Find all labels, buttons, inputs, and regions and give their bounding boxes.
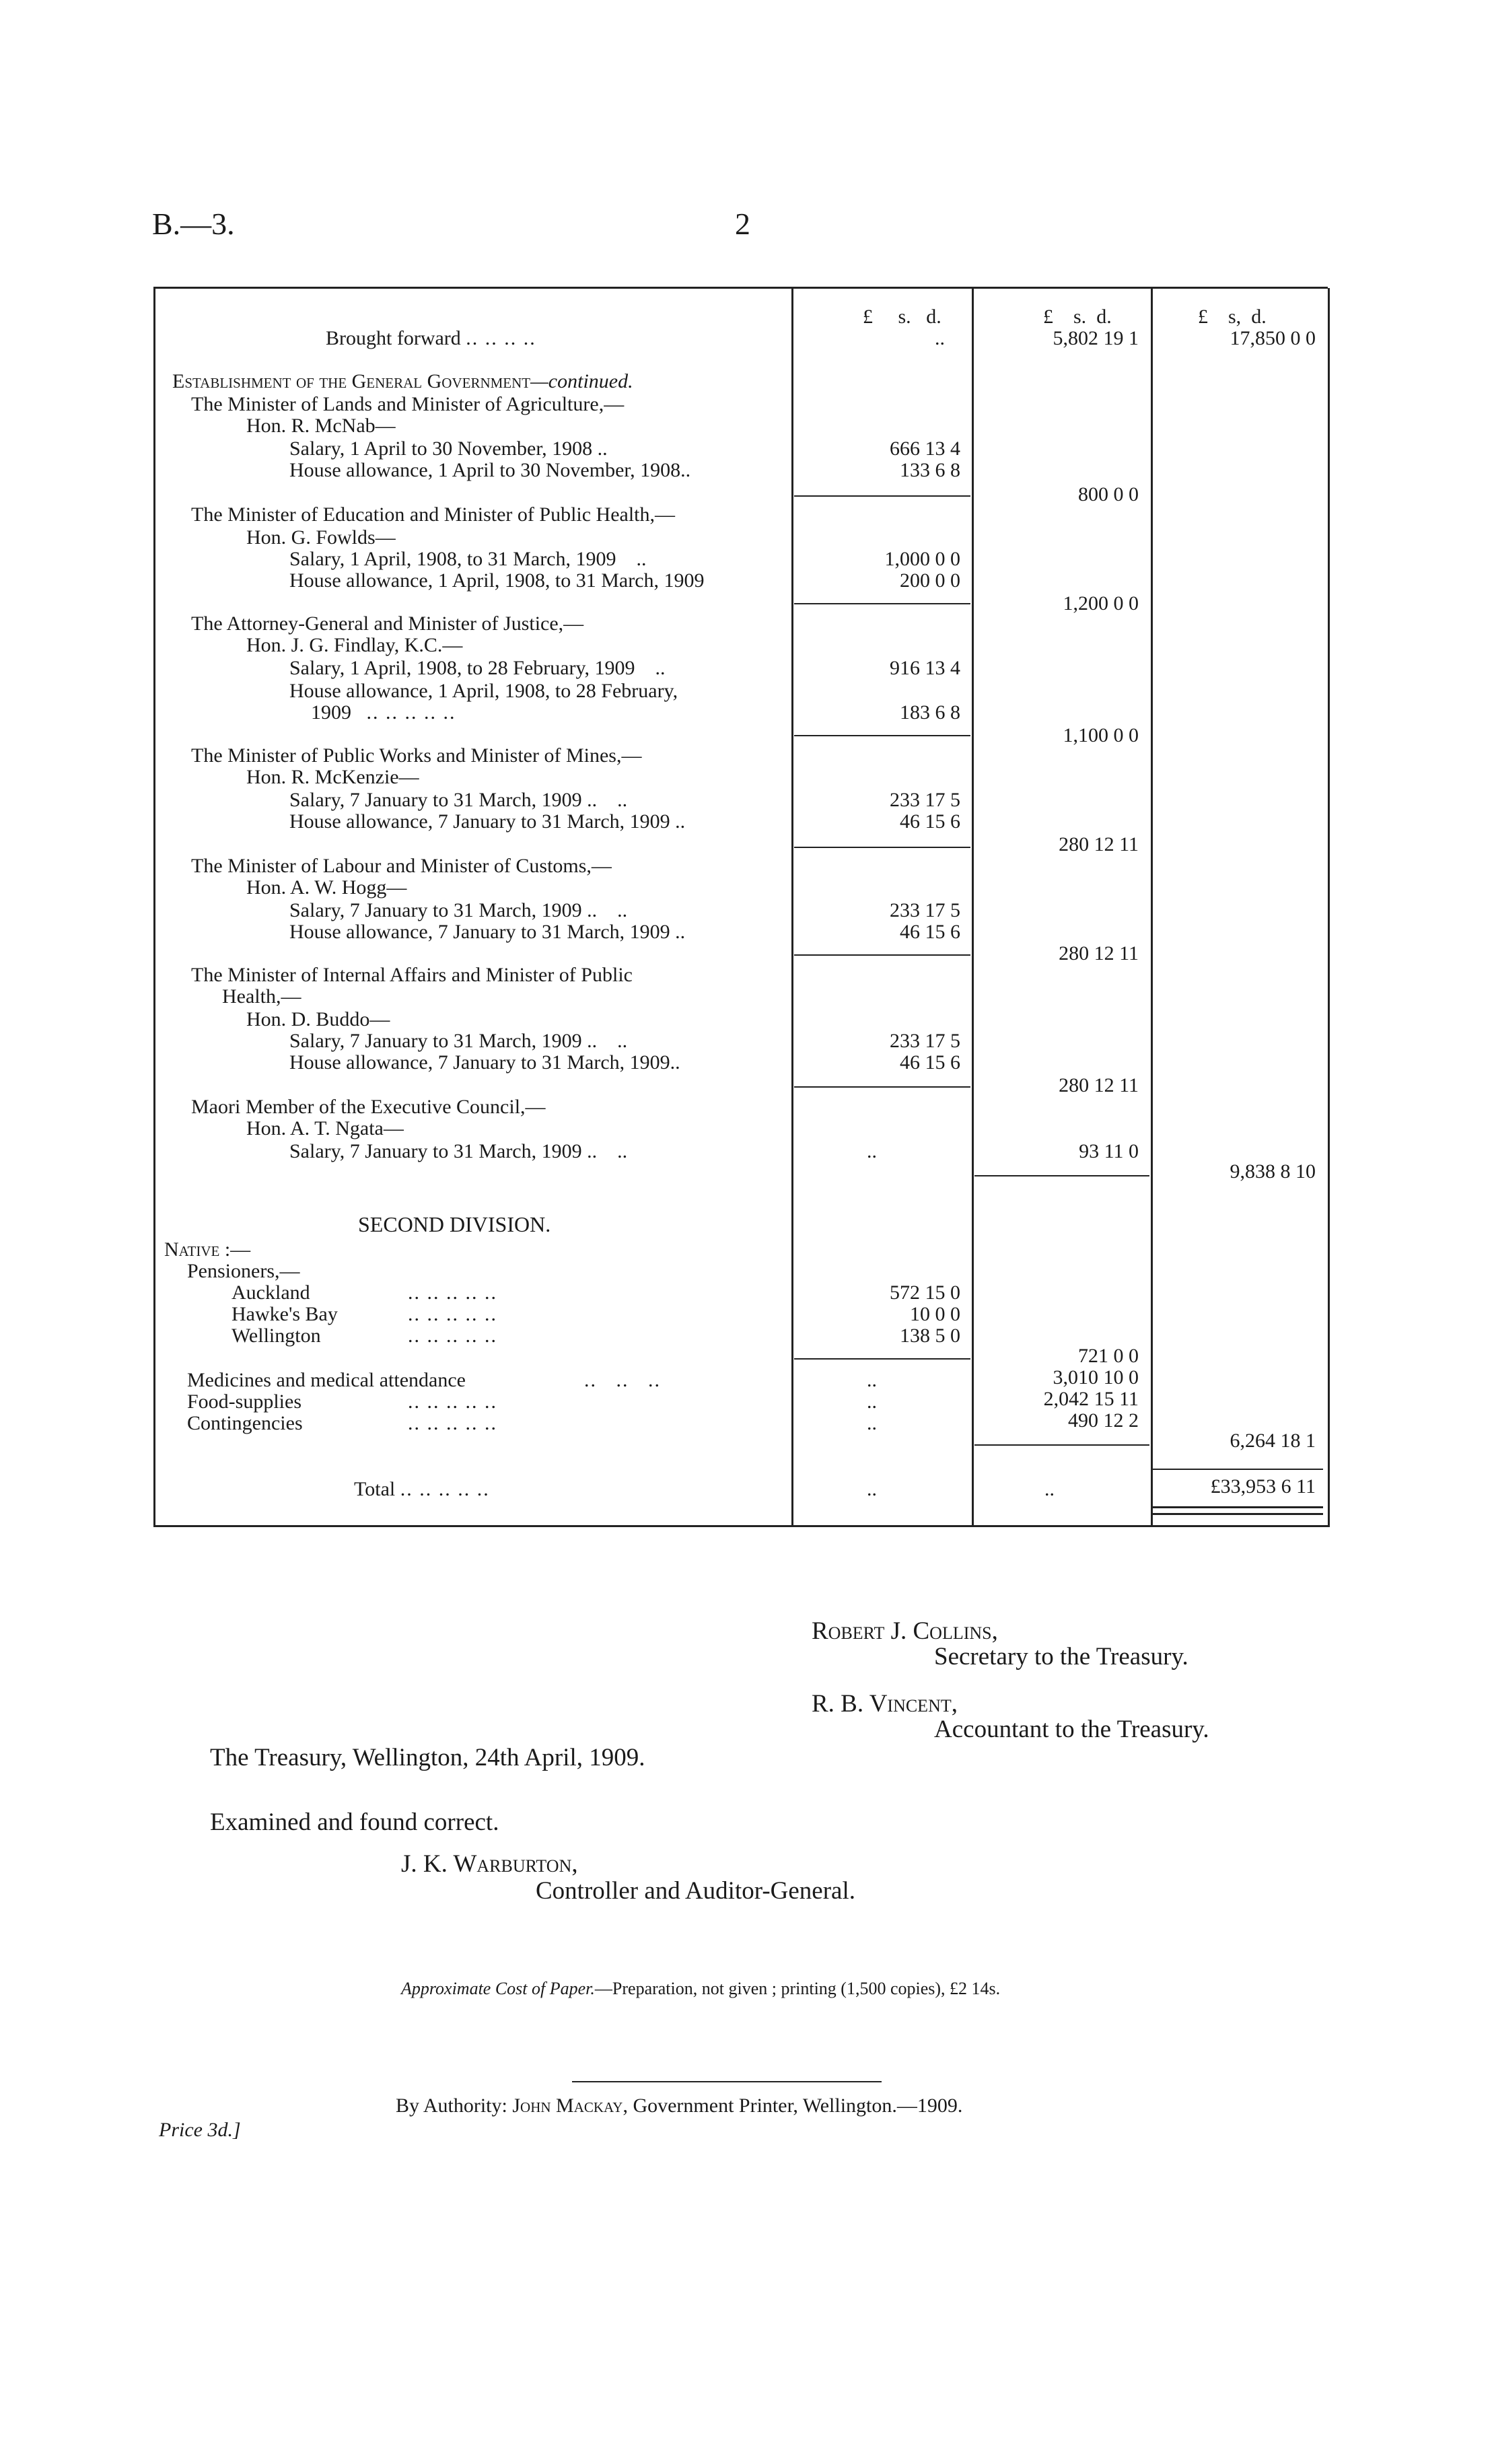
labour-house-amt: 46 15 6 (900, 921, 960, 943)
col3-header: £ s, d. (1198, 306, 1267, 328)
attorney-sum-rule (794, 735, 970, 736)
labour-salary: Salary, 7 January to 31 March, 1909 .. .. (289, 899, 628, 921)
lands-salary-amt: 666 13 4 (890, 437, 960, 460)
contingencies-dots: .. .. .. .. .. (408, 1412, 497, 1434)
second-division-sum-rule (974, 1444, 1149, 1446)
labour-house: House allowance, 7 January to 31 March, 1909 .. (289, 921, 686, 943)
internal-salary-amt: 233 17 5 (890, 1030, 960, 1052)
lands-house: House allowance, 1 April to 30 November, 1908.. (289, 459, 691, 481)
labour-name: Hon. A. W. Hogg— (246, 876, 407, 899)
brought-forward-c2: 5,802 19 1 (1053, 327, 1139, 349)
grand-total-rule-double-2 (1152, 1513, 1323, 1515)
lands-salary: Salary, 1 April to 30 November, 1908 .. (289, 437, 608, 460)
column-divider-3 (1151, 288, 1153, 1525)
attorney-total: 1,100 0 0 (1063, 724, 1139, 746)
brought-forward-c1: .. (935, 327, 945, 349)
contingencies-c1: .. (867, 1412, 877, 1434)
lands-total: 800 0 0 (1078, 483, 1139, 505)
internal-name: Hon. D. Buddo— (246, 1008, 390, 1030)
lands-title: The Minister of Lands and Minister of Agriculture,— (191, 393, 625, 415)
vincent-name: R. B. Vincent, (812, 1690, 958, 1718)
education-house-amt: 200 0 0 (900, 569, 960, 592)
education-salary: Salary, 1 April, 1908, to 31 March, 1909 .. (289, 548, 647, 570)
education-name: Hon. G. Fowlds— (246, 526, 396, 549)
works-name: Hon. R. McKenzie— (246, 766, 419, 788)
attorney-title: The Attorney-General and Minister of Justice,— (191, 612, 584, 635)
total-label: Total .. .. .. .. .. (354, 1478, 490, 1500)
labour-title: The Minister of Labour and Minister of Customs,— (191, 855, 612, 877)
lands-name: Hon. R. McNab— (246, 415, 396, 437)
maori-name: Hon. A. T. Ngata— (246, 1117, 404, 1139)
examined-statement: Examined and found correct. (210, 1808, 499, 1836)
grand-total-rule-double-1 (1152, 1506, 1323, 1508)
food-supplies-amt: 2,042 15 11 (1043, 1388, 1139, 1410)
pensioner-wellington-dots: .. .. .. .. .. (408, 1325, 497, 1347)
pensioner-auckland-dots: .. .. .. .. .. (408, 1281, 497, 1304)
contingencies-label: Contingencies (187, 1412, 303, 1434)
attorney-name: Hon. J. G. Findlay, K.C.— (246, 634, 463, 656)
maori-salary: Salary, 7 January to 31 March, 1909 .. .. (289, 1140, 628, 1162)
grand-total-rule-top (1152, 1469, 1323, 1470)
native-label: Native :— (164, 1238, 251, 1261)
pensioner-hawkes-bay-dots: .. .. .. .. .. (408, 1303, 497, 1325)
maori-title: Maori Member of the Executive Council,— (191, 1096, 546, 1118)
pensioner-hawkes-bay-amt: 10 0 0 (910, 1303, 960, 1325)
pensioner-auckland-amt: 572 15 0 (890, 1281, 960, 1304)
attorney-house-amt: 183 6 8 (900, 701, 960, 724)
education-sum-rule (794, 603, 970, 604)
education-title: The Minister of Education and Minister of Public Health,— (191, 503, 676, 526)
establishment-heading: Establishment of the General Government—continued. (172, 370, 633, 392)
medicines-c1: .. (867, 1369, 877, 1391)
total-c2: .. (1044, 1478, 1055, 1500)
establishment-sum-rule (974, 1175, 1149, 1176)
education-total: 1,200 0 0 (1063, 592, 1139, 614)
second-division-heading: SECOND DIVISION. (358, 1212, 551, 1236)
price: Price 3d.] (159, 2119, 241, 2141)
labour-sum-rule (794, 954, 970, 956)
establishment-subtotal: 9,838 8 10 (1230, 1160, 1316, 1183)
column-divider-1 (791, 288, 793, 1525)
page-number: 2 (735, 207, 750, 241)
food-supplies-dots: .. .. .. .. .. (408, 1391, 497, 1413)
internal-sum-rule (794, 1086, 970, 1088)
works-total: 280 12 11 (1059, 833, 1139, 855)
works-house: House allowance, 7 January to 31 March, 1909 .. (289, 810, 686, 833)
education-house: House allowance, 1 April, 1908, to 31 March, 1909 (289, 569, 705, 592)
internal-title: The Minister of Internal Affairs and Minister of Public (191, 964, 633, 986)
works-house-amt: 46 15 6 (900, 810, 960, 833)
lands-house-amt: 133 6 8 (900, 459, 960, 481)
maori-salary-amt: 93 11 0 (1079, 1140, 1139, 1162)
pensioner-hawkes-bay: Hawke's Bay (232, 1303, 338, 1325)
maori-c1: .. (867, 1140, 877, 1162)
internal-salary: Salary, 7 January to 31 March, 1909 .. .. (289, 1030, 628, 1052)
attorney-house: House allowance, 1 April, 1908, to 28 February, (289, 680, 678, 702)
food-supplies-c1: .. (867, 1391, 877, 1413)
pensioner-wellington-amt: 138 5 0 (900, 1325, 960, 1347)
cost-of-paper: Approximate Cost of Paper.—Preparation, not given ; printing (1,500 copies), £2 14s. (401, 1979, 1001, 1998)
attorney-salary-amt: 916 13 4 (890, 657, 960, 679)
warburton-title: Controller and Auditor-General. (536, 1877, 855, 1905)
labour-salary-amt: 233 17 5 (890, 899, 960, 921)
printer-authority: By Authority: John Mackay, Government Printer, Wellington.—1909. (396, 2095, 963, 2117)
column-divider-2 (972, 288, 974, 1525)
brought-forward-label: Brought forward .. .. .. .. (326, 327, 536, 349)
pensioners-label: Pensioners,— (187, 1260, 300, 1282)
vincent-title: Accountant to the Treasury. (934, 1716, 1209, 1743)
works-title: The Minister of Public Works and Minister of Mines,— (191, 744, 642, 767)
total-c1: .. (867, 1478, 877, 1500)
pensioners-sum-rule (794, 1358, 970, 1360)
col1-header: £ s. d. (863, 306, 941, 328)
warburton-name: J. K. Warburton, (401, 1850, 578, 1878)
col2-header: £ s. d. (1043, 306, 1112, 328)
collins-name: Robert J. Collins, (812, 1617, 998, 1645)
internal-title-cont: Health,— (222, 985, 301, 1008)
pensioner-wellington: Wellington (232, 1325, 321, 1347)
food-supplies-label: Food-supplies (187, 1391, 302, 1413)
internal-house: House allowance, 7 January to 31 March, 1909.. (289, 1051, 680, 1073)
labour-total: 280 12 11 (1059, 942, 1139, 964)
place-date: The Treasury, Wellington, 24th April, 1909. (210, 1744, 645, 1771)
contingencies-amt: 490 12 2 (1068, 1409, 1139, 1432)
works-salary: Salary, 7 January to 31 March, 1909 .. .. (289, 789, 628, 811)
attorney-salary: Salary, 1 April, 1908, to 28 February, 1909 .. (289, 657, 666, 679)
lands-sum-rule (794, 495, 970, 497)
document-reference: B.—3. (152, 207, 235, 241)
education-salary-amt: 1,000 0 0 (884, 548, 960, 570)
works-sum-rule (794, 847, 970, 848)
collins-title: Secretary to the Treasury. (934, 1643, 1188, 1670)
works-salary-amt: 233 17 5 (890, 789, 960, 811)
medicines-label: Medicines and medical attendance (187, 1369, 466, 1391)
medicines-dots: .. .. .. (584, 1369, 661, 1391)
attorney-house-cont: 1909 .. .. .. .. .. (311, 701, 456, 724)
grand-total: £33,953 6 11 (1210, 1475, 1316, 1498)
internal-total: 280 12 11 (1059, 1074, 1139, 1096)
internal-house-amt: 46 15 6 (900, 1051, 960, 1073)
second-division-subtotal: 6,264 18 1 (1230, 1430, 1316, 1452)
footer-rule (572, 2081, 882, 2082)
brought-forward-c3: 17,850 0 0 (1230, 327, 1316, 349)
pensioner-auckland: Auckland (232, 1281, 310, 1304)
pensioners-total: 721 0 0 (1078, 1345, 1139, 1367)
medicines-amt: 3,010 10 0 (1053, 1366, 1139, 1388)
